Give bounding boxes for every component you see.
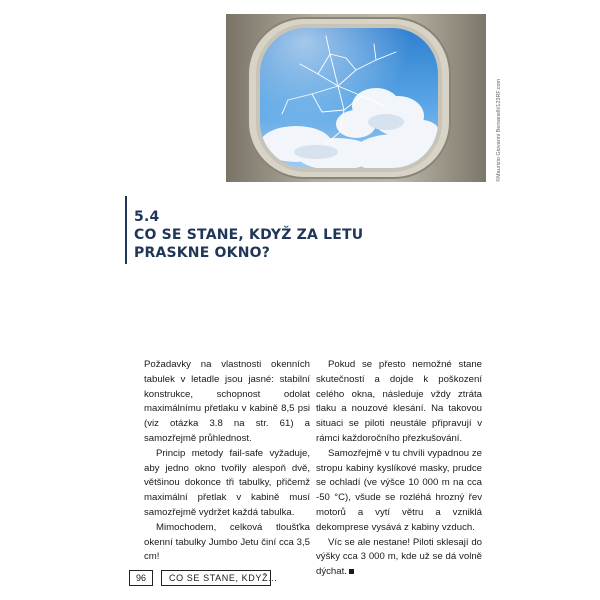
end-of-section-mark [349,569,354,574]
photo-credit-text: ©Maurizio Giovanni Bersanelli/123RF.com [496,78,502,182]
page-number: 96 [129,570,153,586]
section-number: 5.4 [134,209,160,225]
text-column-left [144,358,310,565]
photo-credit [488,14,502,182]
text-column-right [316,358,482,580]
paragraph: Mimochodem, celková tloušťka okenní tabulky Jumbo Jetu činí cca 3,5 cm! [144,521,310,563]
paragraph: Požadavky na vlastnosti okenních tabulek v letadle jsou jasné: stabilní konstrukce, schopnost odolat maximálnímu přetlaku v kabině 8,5 psi (viz otázka 3.8 na str. 61) a samozřejmě průhlednost. [144,359,310,444]
airplane-window-photo [226,14,486,182]
paragraph: Pokud se přesto nemožné stane skutečností a dojde k poškození celého okna, následuje vždy ztráta tlaku a nouzové klesání. Na takovou situaci se piloti neustále připravují v rámci každoročního přezkušování. [316,359,482,444]
window-pane [260,28,440,174]
cracked-window-illustration [226,14,486,182]
paragraph-text: Víc se ale nestane! Piloti sklesají do výšky cca 3 000 m, kde už se dá volně dýchat. [316,536,482,578]
heading-accent-bar [125,196,127,264]
section-title-line: CO SE STANE, KDYŽ ZA LETU [134,227,364,243]
section-title-line: PRASKNE OKNO? [134,245,271,261]
paragraph: Princip metody fail-safe vyžaduje, aby jedno okno tvořily alespoň dvě, většinou dokonce tři tabulky, přičemž maximální přetlak v kabině musí samozřejmě vydržet každá tabulka. [144,447,310,518]
paragraph [316,536,482,580]
running-title: CO SE STANE, KDYŽ... [161,570,271,586]
section-title [134,226,394,262]
paragraph: Samozřejmě v tu chvíli vypadnou ze stropu kabiny kyslíkové masky, prudce se ochladí (ve výšce 10 000 m na cca -50 °C), všude se rozléhá hrozný řev motorů a vytí větru a vzniklá dekomprese vysává z kabiny vzduch. [316,447,482,533]
